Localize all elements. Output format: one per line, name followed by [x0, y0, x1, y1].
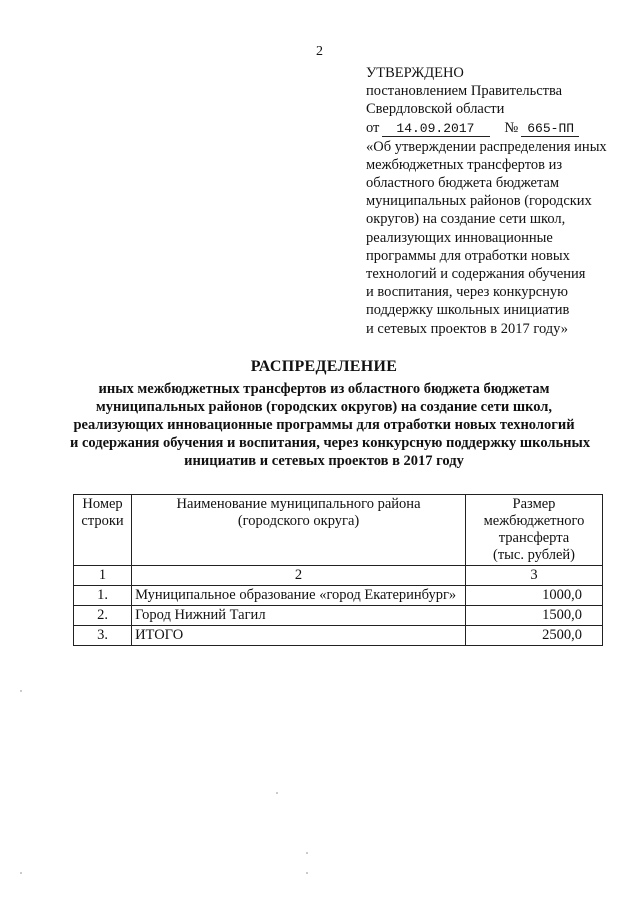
- resolution-line: «Об утверждении распределения иных: [366, 138, 607, 155]
- column-number-row: [74, 566, 603, 586]
- resolution-date-number: [366, 119, 626, 138]
- row-number: 3.: [74, 626, 132, 646]
- transfers-table: [73, 494, 603, 646]
- resolution-line: поддержку школьных инициатив: [366, 302, 570, 319]
- distribution-subtitle-line: реализующих инновационные программы для отработки новых технологий: [73, 417, 575, 433]
- approval-line-2: Свердловской области: [366, 101, 505, 118]
- header-name-line: Наименование муниципального района: [176, 496, 421, 512]
- row-amount: 1000,0: [466, 586, 603, 606]
- scan-speck: [306, 872, 308, 874]
- resolution-line: программы для отработки новых: [366, 247, 570, 264]
- approval-title: УТВЕРЖДЕНО: [366, 65, 464, 81]
- header-amount-line: трансферта: [498, 530, 570, 546]
- column-number: 3: [466, 566, 603, 586]
- row-amount: 2500,0: [466, 626, 603, 646]
- scan-speck: [276, 792, 278, 794]
- page-number: 2: [316, 44, 323, 59]
- row-amount: 1500,0: [466, 606, 603, 626]
- resolution-line: округов) на создание сети школ,: [366, 211, 566, 228]
- resolution-line: муниципальных районов (городских: [366, 193, 592, 210]
- resolution-line: областного бюджета бюджетам: [366, 175, 560, 192]
- table-header-row: [74, 495, 603, 566]
- column-number: 1: [74, 566, 132, 586]
- resolution-line: и воспитания, через конкурсную: [366, 284, 568, 301]
- header-number: [74, 495, 132, 566]
- header-name-line: (городского округа): [237, 513, 360, 529]
- header-amount-line: Размер: [512, 496, 556, 512]
- resolution-line: межбюджетных трансфертов из: [366, 156, 563, 173]
- distribution-subtitle-line: иных межбюджетных трансфертов из областного бюджета бюджетам: [98, 381, 550, 397]
- header-amount-line: межбюджетного: [483, 513, 585, 529]
- distribution-title-block: [70, 358, 591, 470]
- row-name: ИТОГО: [132, 626, 466, 646]
- resolution-line: и сетевых проектов в 2017 году»: [366, 320, 569, 337]
- header-amount: [466, 495, 603, 566]
- approval-line-1: постановлением Правительства: [366, 83, 563, 100]
- resolution-number: 665-ПП: [521, 121, 579, 137]
- header-amount-line: (тыс. рублей): [493, 547, 575, 563]
- table-row: [74, 626, 603, 646]
- resolution-line: реализующих инновационные: [366, 229, 553, 246]
- date-prefix: от: [366, 119, 380, 136]
- column-number: 2: [132, 566, 466, 586]
- header-name: [132, 495, 466, 566]
- distribution-subtitle-line: инициатив и сетевых проектов в 2017 году: [184, 453, 464, 469]
- scan-speck: [20, 690, 22, 692]
- header-number-line: строки: [81, 513, 124, 529]
- distribution-heading: РАСПРЕДЕЛЕНИЕ: [250, 358, 398, 375]
- resolution-line: технологий и содержания обучения: [366, 266, 586, 283]
- row-name: Муниципальное образование «город Екатеринбург»: [132, 586, 466, 606]
- scan-speck: [20, 872, 22, 874]
- table-row: [74, 606, 603, 626]
- number-prefix: №: [504, 119, 519, 136]
- distribution-subtitle-line: и содержания обучения и воспитания, через конкурсную поддержку школьных: [70, 435, 591, 451]
- resolution-date: 14.09.2017: [382, 121, 490, 137]
- row-number: 2.: [74, 606, 132, 626]
- distribution-subtitle-line: муниципальных районов (городских округов) на создание сети школ,: [95, 399, 553, 415]
- row-number: 1.: [74, 586, 132, 606]
- scan-speck: [306, 852, 308, 854]
- table-row: [74, 586, 603, 606]
- row-name: Город Нижний Тагил: [132, 606, 466, 626]
- header-number-line: Номер: [82, 496, 123, 512]
- approval-block: [366, 64, 626, 338]
